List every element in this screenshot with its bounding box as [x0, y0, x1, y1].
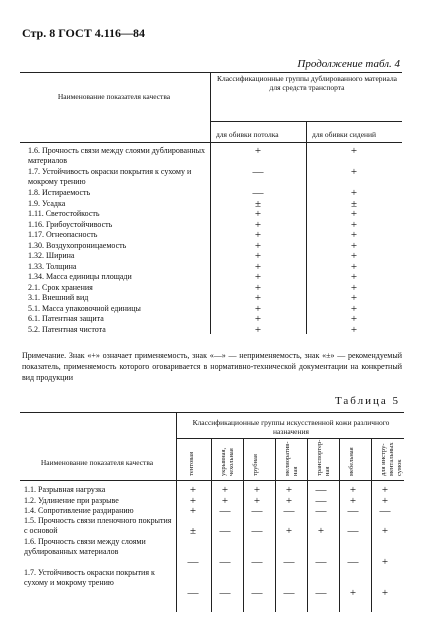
table5-mark: +: [285, 495, 293, 507]
table4-mark: +: [350, 145, 358, 157]
table4-row-label: 1.9. Усадка: [28, 198, 66, 208]
table4-mark: +: [254, 239, 262, 252]
table4-row-label: 1.32. Ширина: [28, 251, 75, 260]
table4-mark: +: [254, 218, 262, 231]
table4-mark: +: [254, 260, 262, 273]
table5-column-header: трубная: [252, 454, 259, 476]
table5-mark: —: [187, 587, 199, 599]
table4-mark: +: [350, 260, 358, 273]
table5-mark: —: [251, 587, 263, 599]
table4-mark: —: [252, 166, 264, 178]
table5-divider: [339, 438, 340, 612]
table5-mark: —: [347, 505, 359, 517]
table5-mark: +: [285, 525, 293, 537]
table5-mark: ±: [189, 525, 197, 537]
table5-mark: +: [221, 495, 229, 507]
table5-mark: +: [349, 484, 357, 496]
table5-mark: +: [189, 495, 197, 507]
table5-mark: —: [315, 505, 327, 517]
table5-mark: —: [315, 587, 327, 599]
table5-mark: —: [347, 556, 359, 568]
table5-divider: [371, 438, 372, 612]
table4-mark: +: [350, 271, 358, 283]
table5-mark: +: [285, 484, 293, 496]
table4-mark: +: [350, 218, 358, 231]
table5-mark: —: [283, 587, 295, 599]
table5-divider: [176, 412, 177, 612]
table4-row-label: 3.1. Внешний вид: [28, 293, 89, 302]
table4-mark: +: [254, 281, 262, 294]
table4-col-seats: для обивки сидений: [312, 130, 377, 139]
table4-row-label: 1.30. Воздухопроницаемость: [28, 240, 127, 250]
table5-mark: —: [219, 556, 231, 568]
table5-mark: +: [381, 525, 389, 537]
table4-header-rule: [20, 142, 402, 143]
table5-mark: —: [283, 556, 295, 568]
table4-row-label: 1.34. Масса единицы площади: [28, 272, 132, 281]
table4-row-label: 5.2. Патентная чистота: [28, 324, 106, 334]
table4-mark: +: [254, 302, 262, 315]
table5-mark: +: [381, 495, 389, 507]
table4-row-label: 5.1. Масса упаковочной единицы: [28, 303, 141, 313]
table5-row-label: 1.7. Устойчивость окраски покрытия к сухому и мокрому трению: [24, 568, 155, 587]
table5-mark: +: [381, 484, 389, 496]
table5-divider: [211, 438, 212, 612]
table5-mark: —: [251, 525, 263, 537]
table4-mark: +: [350, 281, 358, 294]
table5-divider: [275, 438, 276, 612]
table5-mark: —: [251, 556, 263, 568]
table4-name-header: Наименование показателя качества: [57, 92, 171, 101]
table4-mark: +: [254, 208, 262, 220]
table4-top-rule: [20, 72, 402, 73]
table4-row-label: 1.8. Истираемость: [28, 188, 91, 197]
table4-group-header: Классификационные группы дублированного материала для средств транспорта: [216, 74, 398, 92]
table5-mark: —: [219, 525, 231, 537]
table5-title: Таблица 5: [334, 395, 400, 407]
table5-group-header: Классификационные группы искусственной кожи различного назначения: [192, 418, 390, 436]
table5-row-label: 1.1. Разрывная нагрузка: [24, 485, 106, 494]
page-header: Стр. 8 ГОСТ 4.116—84: [22, 26, 146, 40]
table5-top-rule: [20, 412, 404, 413]
table4-mark: +: [350, 323, 358, 336]
table5-column-header: мебельная: [348, 447, 355, 476]
table4-row-label: 1.33. Толщина: [28, 261, 77, 271]
table4-row-label: 1.6. Прочность связи между слоями дублированных материалов: [28, 146, 206, 165]
table4-mark: +: [350, 239, 358, 252]
table5-mark: —: [315, 556, 327, 568]
table5-row-label: 1.5. Прочность связи пленочного покрытия с основой: [24, 516, 172, 535]
table5-mark: —: [347, 525, 359, 537]
table4-mark: +: [350, 208, 358, 220]
table4-divider: [306, 121, 307, 334]
table5-column-header: укрывная, чехольная: [220, 447, 235, 476]
table5-column-header: мелиоратив-ная: [284, 441, 299, 476]
table5-column-header: транспортер-ная: [316, 439, 331, 476]
table4-mark: +: [254, 323, 262, 336]
table4-mark: +: [350, 166, 358, 178]
table5-mark: —: [283, 505, 295, 517]
table4-row-label: 6.1. Патентная защита: [28, 314, 104, 323]
table4-mark: ±: [254, 197, 262, 210]
table4-mark: +: [254, 250, 262, 262]
table4-mark: +: [350, 229, 358, 241]
table5-row-label: 1.2. Удлинение при разрыве: [24, 496, 119, 505]
table-continuation-label: Продолжение табл. 4: [297, 58, 400, 70]
table4-divider: [210, 72, 211, 334]
table4-row-label: 1.11. Светостойкость: [28, 209, 100, 218]
table4-mark: +: [350, 313, 358, 325]
table5-mark: +: [189, 484, 197, 496]
table5-mark: —: [251, 505, 263, 517]
table4-col-ceiling: для обивки потолка: [216, 130, 279, 139]
table5-mark: —: [315, 495, 327, 507]
table4-mark: —: [252, 187, 264, 199]
table4-mark: +: [254, 292, 262, 304]
table4-row-label: 1.17. Огнеопасность: [28, 230, 98, 239]
table5-mark: +: [349, 495, 357, 507]
table5-mark: +: [381, 587, 389, 599]
table4-row-label: 1.16. Грибоустойчивость: [28, 219, 113, 229]
table4-mark: +: [350, 187, 358, 199]
table5-row-label: 1.4. Сопротивление раздиранию: [24, 506, 134, 515]
table4-mark: ±: [350, 197, 358, 210]
table5-mark: —: [219, 505, 231, 517]
table4-mark: +: [350, 302, 358, 315]
table4-mark: +: [350, 250, 358, 262]
table5-mark: —: [187, 556, 199, 568]
table5-mark: +: [317, 525, 325, 537]
table5-mark: +: [253, 484, 261, 496]
table5-header-rule: [20, 480, 404, 481]
table4-mark: +: [254, 271, 262, 283]
table5-mark: —: [219, 587, 231, 599]
table4-row-label: 1.7. Устойчивость окраски покрытия к сухому и мокрому трению: [28, 167, 192, 186]
table5-row-label: 1.6. Прочность связи между слоями дублированных материалов: [24, 537, 146, 556]
table5-mark: +: [221, 484, 229, 496]
table5-mark: +: [349, 587, 357, 599]
table5-mark: +: [253, 495, 261, 507]
table5-column-header: тентовая: [188, 451, 195, 476]
table5-column-header: для инстру-ментальных сумок: [380, 442, 403, 476]
table5-mark: —: [315, 484, 327, 496]
table4-row-label: 2.1. Срок хранения: [28, 282, 93, 292]
table5-mark: +: [189, 505, 197, 517]
table4-mark: +: [254, 145, 262, 157]
table4-mark: +: [254, 313, 262, 325]
table5-divider: [243, 438, 244, 612]
table4-mark: +: [350, 292, 358, 304]
table5-divider: [307, 438, 308, 612]
note-text: Примечание. Знак «+» означает применяемость, знак «—» — неприменяемость, знак «±» — рекомендуемый показатель, применяемость которого оговаривается в нормативно-технической документации на конкретный вид продукции: [22, 351, 402, 382]
table4-mark: +: [254, 229, 262, 241]
table5-name-header: Наименование показателя качества: [40, 458, 154, 467]
table5-mark: +: [381, 556, 389, 568]
table5-mark: —: [379, 505, 391, 517]
